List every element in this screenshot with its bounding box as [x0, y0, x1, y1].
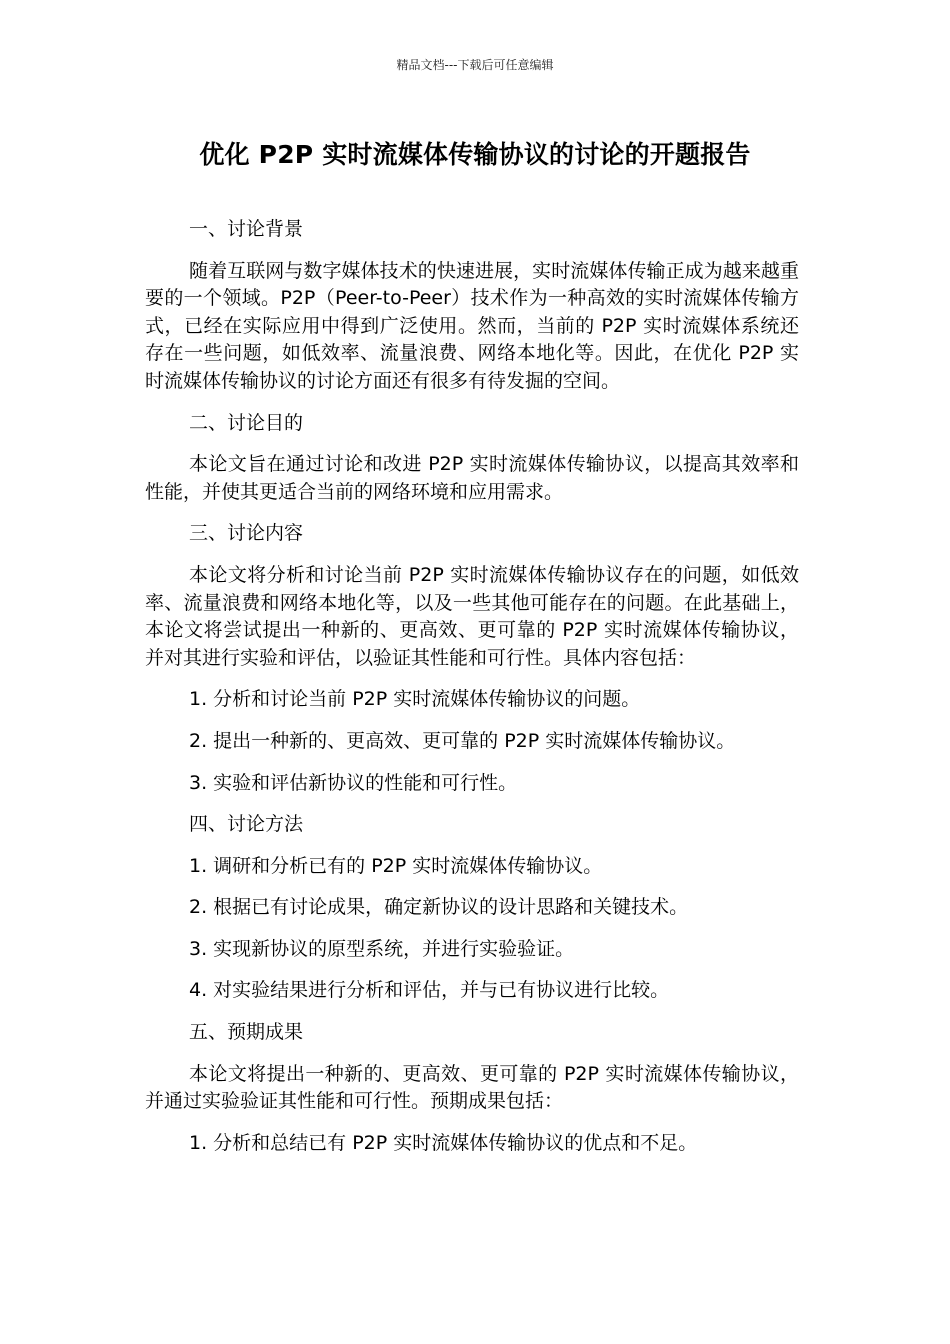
document-title: 优化 P2P 实时流媒体传输协议的讨论的开题报告 — [199, 140, 751, 169]
page-header: 精品文档---下载后可任意编辑 — [396, 58, 554, 72]
list-item: 3. 实验和评估新协议的性能和可行性。 — [189, 771, 518, 794]
section-heading-method: 四、讨论方法 — [189, 813, 304, 836]
section-paragraph: 随着互联网与数字媒体技术的快速进展，实时流媒体传输正成为越来越重要的一个领域。P2P（Peer-to-Peer）技术作为一种高效的实时流媒体传输方式，已经在实际应用中得到广泛使用。然而，当前的 P2P 实时流媒体系统还存在一些问题，如低效率、流量浪费、网络本地化等。因此，在优化 P2P 实时流媒体传输协议的讨论方面还有很多有待发掘的空间。 — [145, 259, 799, 392]
section-heading-content: 三、讨论内容 — [189, 522, 304, 545]
section-heading-background: 一、讨论背景 — [189, 218, 304, 240]
document-body — [145, 216, 799, 1171]
list-item: 3. 实现新协议的原型系统，并进行实验验证。 — [189, 937, 575, 960]
section-heading-purpose: 二、讨论目的 — [189, 411, 304, 434]
list-item: 4. 对实验结果进行分析和评估，并与已有协议进行比较。 — [189, 979, 670, 1002]
list-item: 1. 分析和讨论当前 P2P 实时流媒体传输协议的问题。 — [189, 688, 641, 711]
section-paragraph: 本论文将提出一种新的、更高效、更可靠的 P2P 实时流媒体传输协议，并通过实验验证其性能和可行性。预期成果包括： — [145, 1062, 799, 1113]
section-paragraph: 本论文旨在通过讨论和改进 P2P 实时流媒体传输协议，以提高其效率和性能，并使其更适合当前的网络环境和应用需求。 — [145, 453, 799, 503]
list-item: 2. 提出一种新的、更高效、更可靠的 P2P 实时流媒体传输协议。 — [189, 729, 736, 752]
list-item: 1. 分析和总结已有 P2P 实时流媒体传输协议的优点和不足。 — [189, 1131, 698, 1154]
section-heading-expected-results: 五、预期成果 — [189, 1021, 304, 1044]
list-item: 2. 根据已有讨论成果，确定新协议的设计思路和关键技术。 — [189, 896, 689, 919]
section-paragraph: 本论文将分析和讨论当前 P2P 实时流媒体传输协议存在的问题，如低效率、流量浪费和网络本地化等，以及一些其他可能存在的问题。在此基础上，本论文将尝试提出一种新的、更高效、更可靠的 P2P 实时流媒体传输协议，并对其进行实验和评估，以验证其性能和可行性。具体内容包括： — [145, 563, 799, 669]
list-item: 1. 调研和分析已有的 P2P 实时流媒体传输协议。 — [189, 854, 603, 877]
